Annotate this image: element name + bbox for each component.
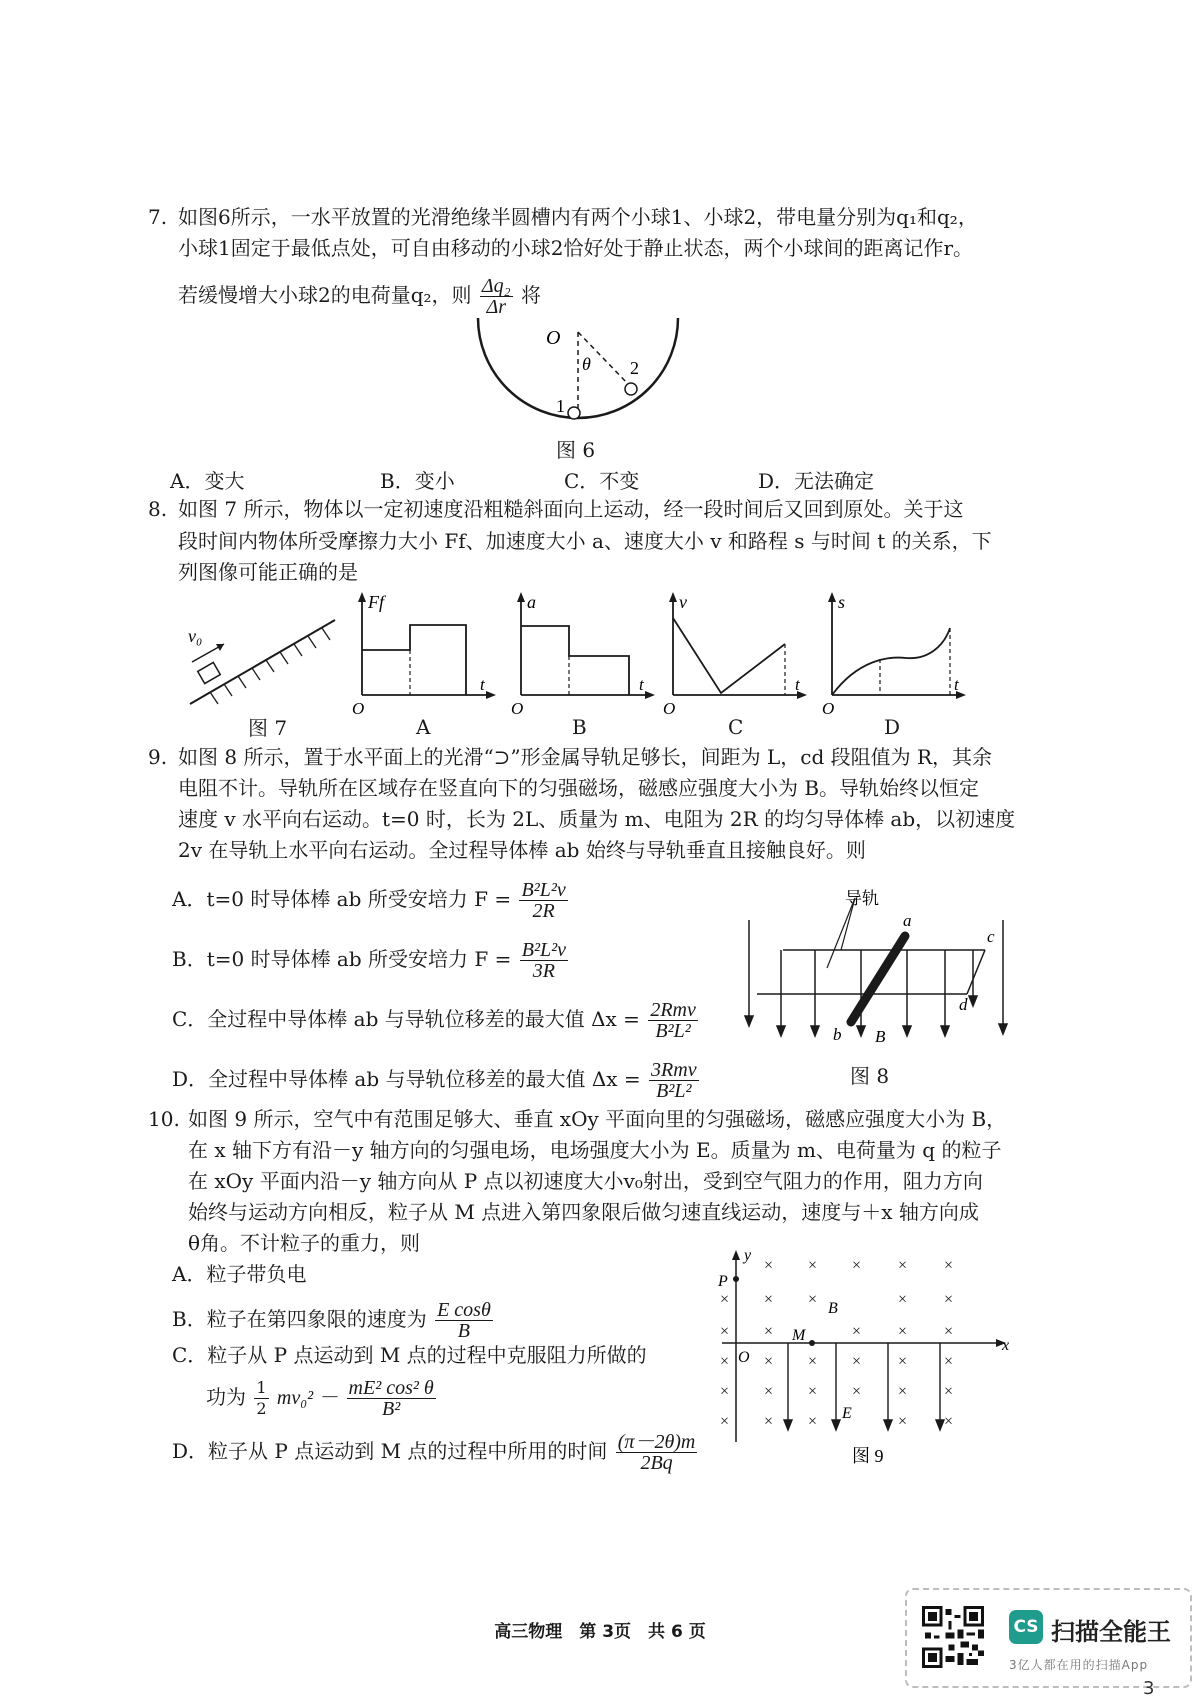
fig8-d: d <box>959 995 968 1014</box>
q10-line1: 如图 9 所示，空气中有范围足够大、垂直 xOy 平面向里的匀强磁场，磁感应强度大小为 B， <box>188 1107 1007 1131</box>
svg-text:×: × <box>808 1257 818 1274</box>
q10-option-c-mid: mv₀² － <box>276 1387 339 1409</box>
q9-option-a-fraction <box>519 880 567 921</box>
svg-text:×: × <box>898 1413 908 1430</box>
q10-option-b-den: B <box>457 1320 471 1342</box>
fig9-x: x <box>1002 1337 1010 1354</box>
q9-option-b-num: B²L²v <box>521 939 566 961</box>
graph-d-origin: O <box>822 699 835 718</box>
q10-line3: 在 xOy 平面内沿－y 轴方向从 P 点以初速度大小v₀射出，受到空气阻力的作用，阻力方向 <box>188 1169 983 1193</box>
figure-8 <box>735 880 1015 1055</box>
q9-option-c-text: C．全过程中导体棒 ab 与导轨位移差的最大值 Δx = <box>172 1007 640 1031</box>
scanner-app-name: 扫描全能王 <box>1051 1618 1171 1646</box>
q10-option-c-den: B² <box>382 1398 401 1420</box>
q9-option-a-den: 2R <box>532 900 555 922</box>
page-corner-number: 3 <box>1143 1678 1155 1699</box>
fig8-caption: 图 8 <box>850 1064 890 1088</box>
q9-number: 9. <box>148 745 168 769</box>
q7-line2: 小球1固定于最低点处，可自由移动的小球2恰好处于静止状态，两个小球间的距离记作r。 <box>178 236 974 260</box>
q8-line2: 段时间内物体所受摩擦力大小 Ff、加速度大小 a、速度大小 v 和路程 s 与时间 t 的关系，下 <box>178 529 992 553</box>
graph-d <box>818 590 968 720</box>
q10-option-c-fraction <box>347 1378 436 1419</box>
q10-line2: 在 x 轴下方有沿－y 轴方向的匀强电场，电场强度大小为 E。质量为 m、电荷量为 q 的粒子 <box>188 1138 1002 1162</box>
svg-text:×: × <box>808 1413 818 1430</box>
q9-option-d <box>172 1060 701 1101</box>
svg-text:×: × <box>764 1353 774 1370</box>
q7-line1: 如图6所示，一水平放置的光滑绝缘半圆槽内有两个小球1、小球2，带电量分别为q₁和q₂， <box>178 205 978 229</box>
fig6-O: O <box>546 327 561 349</box>
q9-line1: 如图 8 所示，置于水平面上的光滑“⊃”形金属导轨足够长，间距为 L，cd 段阻值为 R，其余 <box>178 745 993 769</box>
svg-text:×: × <box>764 1383 774 1400</box>
q10-option-c-half <box>254 1378 268 1419</box>
fig7-v0: v₀ <box>188 626 203 646</box>
svg-text:×: × <box>808 1353 818 1370</box>
svg-text:×: × <box>898 1323 908 1340</box>
ball-1 <box>568 407 580 419</box>
q7-fraction <box>480 276 513 317</box>
svg-text:×: × <box>944 1383 954 1400</box>
svg-text:×: × <box>764 1257 774 1274</box>
q8-line1: 如图 7 所示，物体以一定初速度沿粗糙斜面向上运动，经一段时间后又回到原处。关于这 <box>178 497 964 521</box>
scanner-tagline: 3亿人都在用的扫描App <box>1009 1658 1149 1672</box>
q7-fraction-num: Δq₂ <box>481 275 511 297</box>
fig8-c: c <box>987 927 995 946</box>
point-M <box>809 1340 815 1346</box>
q9-option-d-den: B²L² <box>656 1080 692 1102</box>
fig9-E: E <box>842 1405 852 1422</box>
fig6-theta: θ <box>582 354 591 374</box>
fig6-label-2: 2 <box>630 358 639 378</box>
graph-c-caption: C <box>728 715 744 739</box>
svg-text:×: × <box>898 1257 908 1274</box>
svg-text:×: × <box>764 1413 774 1430</box>
q10-option-d-num: (π－2θ)m <box>617 1431 696 1453</box>
graph-d-ylabel: s <box>838 592 846 612</box>
svg-text:×: × <box>720 1323 730 1340</box>
fig7-caption: 图 7 <box>248 716 288 740</box>
q10-option-b-num: E cosθ <box>437 1299 491 1321</box>
q7-fraction-den: Δr <box>486 296 507 318</box>
svg-text:×: × <box>944 1291 954 1308</box>
q10-option-c-half-den: 2 <box>256 1399 267 1418</box>
graph-b-tlabel: t <box>639 675 644 694</box>
q9-line4: 2v 在导轨上水平向右运动。全过程导体棒 ab 始终与导轨垂直且接触良好。则 <box>178 838 866 862</box>
q9-option-a <box>172 880 570 921</box>
svg-text:×: × <box>720 1353 730 1370</box>
q9-option-a-text: A．t=0 时导体棒 ab 所受安培力 F = <box>172 887 512 911</box>
q10-option-c-prefix: 功为 <box>206 1385 246 1409</box>
figure-6 <box>470 318 690 430</box>
q10-option-b-text: B．粒子在第四象限的速度为 <box>172 1307 427 1331</box>
svg-text:×: × <box>852 1323 862 1340</box>
svg-text:×: × <box>852 1353 862 1370</box>
q7-number: 7. <box>148 205 168 229</box>
svg-text:×: × <box>720 1291 730 1308</box>
graph-c-tlabel: t <box>795 675 800 694</box>
graph-c-origin: O <box>663 699 676 718</box>
svg-text:×: × <box>808 1291 818 1308</box>
q9-option-c <box>172 1000 700 1041</box>
svg-text:×: × <box>898 1353 908 1370</box>
svg-text:×: × <box>898 1383 908 1400</box>
qr-code-icon <box>922 1606 984 1668</box>
fig9-caption: 图 9 <box>852 1446 884 1466</box>
graph-b <box>507 590 657 720</box>
fig6-caption: 图 6 <box>556 438 596 462</box>
camscanner-logo-icon: CS <box>1009 1610 1043 1644</box>
svg-text:×: × <box>944 1257 954 1274</box>
graph-c-ylabel: v <box>679 592 687 612</box>
q9-option-b-fraction <box>520 940 568 981</box>
graph-b-origin: O <box>511 699 524 718</box>
svg-text:×: × <box>720 1383 730 1400</box>
q10-option-c: C．粒子从 P 点运动到 M 点的过程中克服阻力所做的 <box>172 1343 647 1367</box>
graph-a-caption: A <box>416 715 431 739</box>
q10-option-c-line2 <box>206 1378 438 1419</box>
q9-option-d-fraction <box>649 1060 699 1101</box>
graph-d-tlabel: t <box>954 675 959 694</box>
q10-option-d <box>172 1432 699 1473</box>
svg-text:×: × <box>944 1353 954 1370</box>
q10-option-d-fraction <box>616 1432 698 1473</box>
q7-line3-text: 若缓慢增大小球2的电荷量q₂，则 <box>178 283 472 307</box>
graph-b-ylabel: a <box>527 592 536 612</box>
fig9-B: B <box>828 1300 838 1317</box>
q9-option-d-text: D．全过程中导体棒 ab 与导轨位移差的最大值 Δx = <box>172 1067 641 1091</box>
q9-option-d-num: 3Rmv <box>651 1059 697 1081</box>
q9-option-b <box>172 940 570 981</box>
graph-c <box>659 590 809 720</box>
figure-9 <box>712 1246 1017 1466</box>
fig8-B: B <box>875 1027 886 1046</box>
q7-line3 <box>178 276 541 317</box>
q9-option-c-num: 2Rmv <box>650 999 696 1021</box>
q10-number: 10. <box>148 1107 180 1131</box>
q10-option-a: A．粒子带负电 <box>172 1262 307 1286</box>
fig9-M: M <box>792 1327 806 1344</box>
q9-line2: 电阻不计。导轨所在区域存在竖直向下的匀强磁场，磁感应强度大小为 B。导轨始终以恒定 <box>178 776 980 800</box>
ball-2 <box>625 383 637 395</box>
q7-option-c: C．不变 <box>564 469 640 493</box>
fig8-rail-label: 导轨 <box>845 889 879 908</box>
svg-text:×: × <box>764 1291 774 1308</box>
q10-option-c-half-num: 1 <box>256 1378 267 1397</box>
scanner-watermark <box>905 1588 1192 1688</box>
q8-number: 8. <box>148 497 168 521</box>
graph-b-caption: B <box>572 715 587 739</box>
q7-option-b: B．变小 <box>380 469 455 493</box>
fig8-b: b <box>833 1025 842 1044</box>
q9-option-b-text: B．t=0 时导体棒 ab 所受安培力 F = <box>172 947 512 971</box>
fig8-a: a <box>903 911 912 930</box>
fig9-O: O <box>738 1349 750 1366</box>
svg-text:×: × <box>944 1413 954 1430</box>
graph-a <box>348 590 498 720</box>
graph-a-tlabel: t <box>480 675 485 694</box>
graph-d-caption: D <box>884 715 901 739</box>
svg-text:×: × <box>764 1323 774 1340</box>
point-P <box>733 1276 739 1282</box>
q10-option-b-fraction <box>435 1300 493 1341</box>
q10-option-c-num: mE² cos² θ <box>348 1377 434 1399</box>
page-footer: 高三物理 第 3页 共 6 页 <box>494 1622 706 1642</box>
q10-option-d-text: D．粒子从 P 点运动到 M 点的过程中所用的时间 <box>172 1439 608 1463</box>
svg-text:×: × <box>852 1257 862 1274</box>
q10-line4: 始终与运动方向相反，粒子从 M 点进入第四象限后做匀速直线运动，速度与＋x 轴方向成 <box>188 1200 979 1224</box>
q10-line5: θ角。不计粒子的重力，则 <box>188 1231 421 1255</box>
svg-text:×: × <box>898 1291 908 1308</box>
graph-a-ylabel: Ff <box>368 592 384 612</box>
figure-7 <box>180 600 340 712</box>
q10-option-b <box>172 1300 495 1341</box>
q9-option-c-fraction <box>648 1000 698 1041</box>
q7-line3-end: 将 <box>520 283 541 307</box>
q9-line3: 速度 v 水平向右运动。t=0 时，长为 2L、质量为 m、电阻为 2R 的均匀导体棒 ab，以初速度 <box>178 807 1016 831</box>
svg-text:×: × <box>720 1413 730 1430</box>
q9-option-a-num: B²L²v <box>521 879 566 901</box>
graph-a-origin: O <box>352 699 365 718</box>
fig9-P: P <box>718 1273 728 1290</box>
q7-option-a: A．变大 <box>170 469 245 493</box>
svg-text:×: × <box>808 1383 818 1400</box>
q9-option-c-den: B²L² <box>655 1020 691 1042</box>
fig9-y: y <box>744 1247 752 1264</box>
svg-text:×: × <box>852 1383 862 1400</box>
q10-option-d-den: 2Bq <box>640 1452 673 1474</box>
svg-text:×: × <box>944 1323 954 1340</box>
q9-option-b-den: 3R <box>532 960 555 982</box>
q7-option-d: D．无法确定 <box>758 469 875 493</box>
block <box>198 662 221 683</box>
q8-line3: 列图像可能正确的是 <box>178 560 358 584</box>
fig6-label-1: 1 <box>556 396 565 416</box>
